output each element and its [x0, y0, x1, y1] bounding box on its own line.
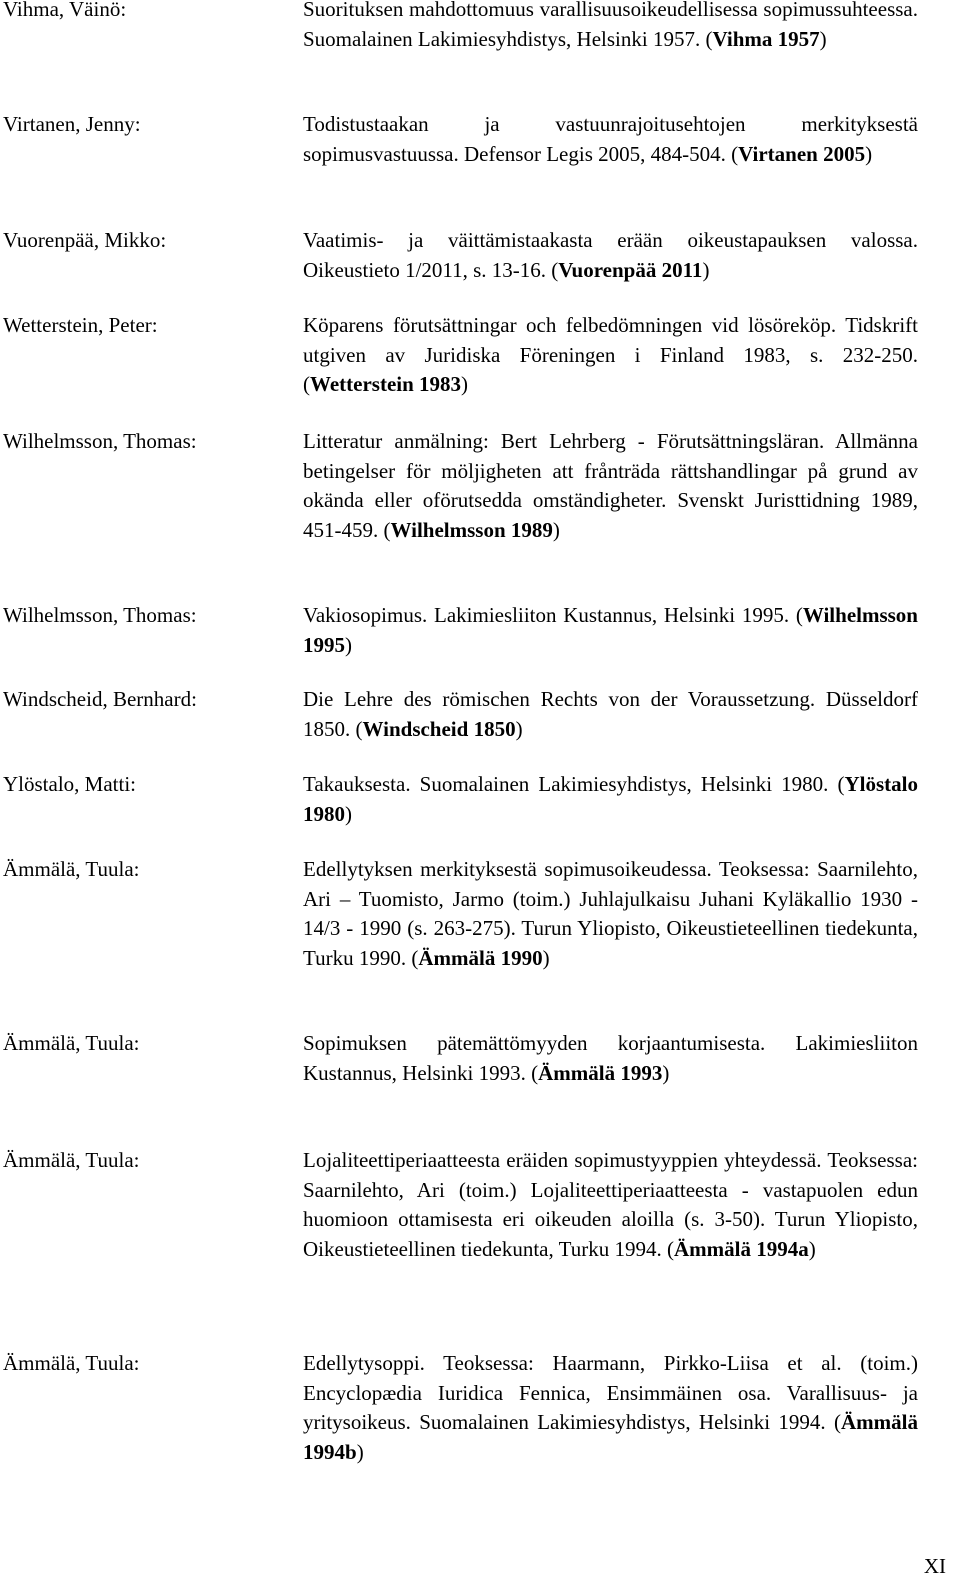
entry-author: Ämmälä, Tuula: — [3, 857, 140, 881]
entry-key: Vihma 1957 — [712, 26, 820, 51]
entry-author: Ämmälä, Tuula: — [3, 1351, 140, 1375]
entry-key: Ämmälä 1994a — [673, 1236, 809, 1261]
entry-citation: Edellytysoppi. Teoksessa: Haarmann, Pirkko-Liisa et al. (toim.) Encyclopædia Iuridica Fennica, Ensimmäinen osa. Varallisuus- ja yritysoikeus. Suomalainen Lakimiesyhdistys, Helsinki 1994. — [303, 1351, 918, 1434]
entry-citation: Takauksesta. Suomalainen Lakimiesyhdistys, Helsinki 1980. — [303, 772, 829, 796]
entry-text: Vaatimis- ja väittämistaakasta erään oikeustapauksen valossa. Oikeustieto 1/2011, s. 13-16. (Vuorenpää 2011) — [303, 228, 918, 282]
entry-text: Suorituksen mahdottomuus varallisuusoikeudellisessa sopimussuhteessa. Suomalainen Lakimiesyhdistys, Helsinki 1957. (Vihma 1957) — [303, 0, 918, 54]
bibliography-entry — [3, 427, 918, 545]
bibliography-entry — [3, 1029, 918, 1088]
bibliography-entry — [3, 1146, 918, 1264]
entry-citation: Vaatimis- ja väittämistaakasta erään oikeustapauksen valossa. Oikeustieto 1/2011, s. 13-16. — [303, 228, 918, 282]
entry-citation: Die Lehre des römischen Rechts von der Voraussetzung. Düsseldorf 1850. — [303, 687, 918, 741]
entry-key: Windscheid 1850 — [362, 716, 516, 741]
entry-key: Virtanen 2005 — [738, 141, 866, 166]
entry-key: Ämmälä 1990 — [418, 945, 543, 970]
entry-author: Wilhelmsson, Thomas: — [3, 603, 197, 627]
entry-key: Wilhelmsson 1989 — [390, 517, 553, 542]
entry-citation: Todistustaakan ja vastuunrajoitusehtojen merkityksestä sopimusvastuussa. Defensor Legis 2005, 484-504. — [303, 112, 918, 166]
entry-author: Virtanen, Jenny: — [3, 112, 141, 136]
entry-citation: Sopimuksen pätemättömyyden korjaantumisesta. Lakimiesliiton Kustannus, Helsinki 1993. — [303, 1031, 918, 1085]
entry-author: Ämmälä, Tuula: — [3, 1148, 140, 1172]
entry-key: Ämmälä 1993 — [538, 1060, 663, 1085]
entry-text: Köparens förutsättningar och felbedömningen vid lösöreköp. Tidskrift utgiven av Juridiska Föreningen i Finland 1983, s. 232-250. (Wetterstein 1983) — [303, 313, 918, 396]
entry-citation: Köparens förutsättningar och felbedömningen vid lösöreköp. Tidskrift utgiven av Juridiska Föreningen i Finland 1983, s. 232-250. — [303, 313, 918, 367]
bibliography-entry — [3, 226, 918, 285]
entry-author: Wetterstein, Peter: — [3, 313, 158, 337]
bibliography-entry — [3, 770, 918, 829]
entry-text: Lojaliteettiperiaatteesta eräiden sopimustyyppien yhteydessä. Teoksessa: Saarnilehto, Ari (toim.) Lojaliteettiperiaatteesta - vastapuolen edun huomioon ottamisesta eri oikeuden aloilla (s. 3-50). Turun Yliopisto, Oikeustieteellinen tiedekunta, Turku 1994. (Ämmälä 1994a) — [303, 1148, 918, 1261]
entry-text: Edellytyksen merkityksestä sopimusoikeudessa. Teoksessa: Saarnilehto, Ari – Tuomisto, Jarmo (toim.) Juhlajulkaisu Juhani Kyläkallio 1930 - 14/3 - 1990 (s. 263-275). Turun Yliopisto, Oikeustieteellinen tiedekunta, Turku 1990. (Ämmälä 1990) — [303, 857, 918, 970]
entry-text: Litteratur anmälning: Bert Lehrberg - Förutsättningsläran. Allmänna betingelser för möljigheten att frånträda rättshandlingar på grund av okända eller oförutsedda omständigheter. Svenskt Juristtidning 1989, 451-459. (Wilhelmsson 1989) — [303, 429, 918, 542]
entry-author: Ämmälä, Tuula: — [3, 1031, 140, 1055]
bibliography-entry — [3, 110, 918, 169]
entry-text: Sopimuksen pätemättömyyden korjaantumisesta. Lakimiesliiton Kustannus, Helsinki 1993. (Ämmälä 1993) — [303, 1031, 918, 1085]
entry-key: Ylöstalo 1980 — [303, 772, 918, 826]
entry-text: Todistustaakan ja vastuunrajoitusehtojen merkityksestä sopimusvastuussa. Defensor Legis 2005, 484-504. (Virtanen 2005) — [303, 112, 918, 166]
entry-author: Vihma, Väinö: — [3, 0, 127, 21]
entry-key: Wetterstein 1983 — [310, 372, 462, 396]
bibliography-entry — [3, 855, 918, 973]
bibliography-entry — [3, 601, 918, 660]
entry-key: Wilhelmsson 1995 — [303, 603, 918, 657]
entry-citation: Litteratur anmälning: Bert Lehrberg - Förutsättningsläran. Allmänna betingelser för möljigheten att frånträda rättshandlingar på grund av okända eller oförutsedda omständigheter. Svenskt Juristtidning 1989, 451-459. — [303, 429, 918, 542]
entry-text: Vakiosopimus. Lakimiesliiton Kustannus, Helsinki 1995. (Wilhelmsson 1995) — [303, 603, 918, 657]
entry-text: Edellytysoppi. Teoksessa: Haarmann, Pirkko-Liisa et al. (toim.) Encyclopædia Iuridica Fennica, Ensimmäinen osa. Varallisuus- ja yritysoikeus. Suomalainen Lakimiesyhdistys, Helsinki 1994. (Ämmälä 1994b) — [303, 1351, 918, 1464]
bibliography-entry — [3, 1349, 918, 1467]
entry-text: Die Lehre des römischen Rechts von der Voraussetzung. Düsseldorf 1850. (Windscheid 1850) — [303, 687, 918, 741]
entry-citation: Suorituksen mahdottomuus varallisuusoikeudellisessa sopimussuhteessa. Suomalainen Lakimiesyhdistys, Helsinki 1957. — [303, 0, 918, 51]
entry-author: Vuorenpää, Mikko: — [3, 228, 167, 252]
bibliography-entry — [3, 311, 918, 400]
entry-author: Windscheid, Bernhard: — [3, 687, 197, 711]
entry-citation: Lojaliteettiperiaatteesta eräiden sopimustyyppien yhteydessä. Teoksessa: Saarnilehto, Ari (toim.) Lojaliteettiperiaatteesta - vastapuolen edun huomioon ottamisesta eri oikeuden aloilla (s. 3-50). Turun Yliopisto, Oikeustieteellinen tiedekunta, Turku 1994. — [303, 1148, 918, 1261]
entry-author: Ylöstalo, Matti: — [3, 772, 136, 796]
entry-text: Takauksesta. Suomalainen Lakimiesyhdistys, Helsinki 1980. (Ylöstalo 1980) — [303, 772, 918, 826]
bibliography-entry — [3, 685, 918, 744]
bibliography-entry — [3, 0, 918, 54]
entry-citation: Vakiosopimus. Lakimiesliiton Kustannus, Helsinki 1995. — [303, 603, 790, 627]
entry-author: Wilhelmsson, Thomas: — [3, 429, 197, 453]
entry-key: Ämmälä 1994b — [303, 1410, 918, 1464]
page-number: XI — [923, 1554, 946, 1578]
entry-citation: Edellytyksen merkityksestä sopimusoikeudessa. Teoksessa: Saarnilehto, Ari – Tuomisto, Jarmo (toim.) Juhlajulkaisu Juhani Kyläkallio 1930 - 14/3 - 1990 (s. 263-275). Turun Yliopisto, Oikeustieteellinen tiedekunta, Turku 1990. — [303, 857, 918, 970]
entry-key: Vuorenpää 2011 — [558, 257, 703, 282]
